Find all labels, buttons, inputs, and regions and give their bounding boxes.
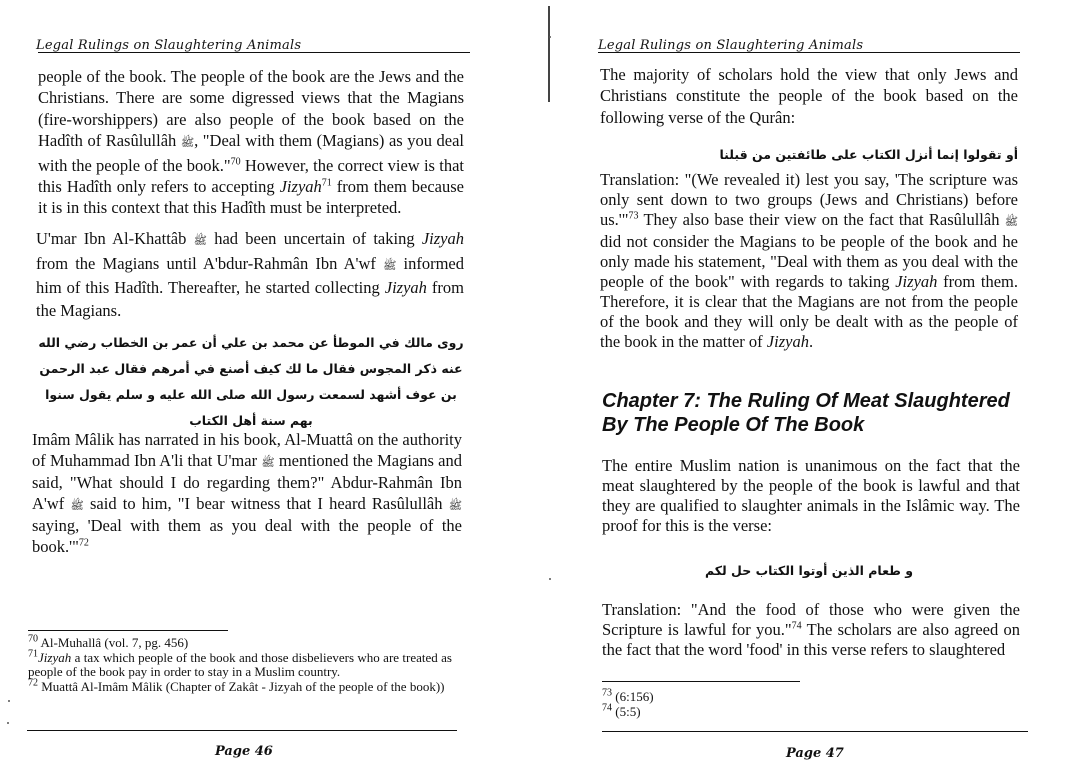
page-number: Page 46 bbox=[215, 744, 273, 759]
footnote-72: $^{72}$ Muattâ Al-Imâm Mâlik (Chapter of Zakât - Jizyah of the people of the book)) bbox=[28, 677, 445, 694]
footnote-rule bbox=[602, 681, 800, 682]
page-number: Page 47 bbox=[786, 746, 844, 761]
scan-speck bbox=[8, 700, 10, 702]
chapter-heading: Chapter 7: The Ruling Of Meat Slaughtered By The People Of The Book bbox=[602, 390, 1010, 436]
arabic-hadith-quote: روى مالك في الموطأ عن محمد بن علي أن عمر بن الخطاب رضي الله عنه ذكر المجوس فقال ما لك كيف أصنع في أمرهم فقال عبد الرحمن بن عوف أشهد لسمعت رسول الله صلى الله عليه و سلم يقول سنوا بهم سنة أهل الكتاب bbox=[38, 335, 464, 428]
header-rule bbox=[598, 52, 1020, 53]
paragraph-3: The entire Muslim nation is unanimous on the fact that the meat slaughtered by the people of the book is lawful and that they are qualified to slaughter animals in the Islâmic way. The proof for this is the verse: bbox=[602, 456, 1020, 535]
footer-rule bbox=[602, 731, 1028, 732]
paragraph-3: Imâm Mâlik has narrated in his book, Al-Muattâ on the authority of Muhammad Ibn A'li that U'mar ﷺ mentioned the Magians and said, "What should I do regarding them?" Abdur-Rahmân Ibn A'wf ﷺ said to him, "I bear witness that I heard Rasûlullâh ﷺ saying, 'Deal with them as you deal with the people of the book.'"$^{72}$ bbox=[32, 430, 462, 556]
paragraph-2: U'mar Ibn Al-Khattâb ﷺ had been uncertain of taking Jizyah from the Magians until A'bdur-Rahmân Ibn A'wf ﷺ informed him of this Hadîth. Thereafter, he started collecting Jizyah from the Magians. bbox=[36, 229, 464, 320]
paragraph-1: The majority of scholars hold the view that only Jews and Christians constitute the people of the book based on the following verse of the Qurân: bbox=[600, 65, 1018, 127]
scan-speck bbox=[7, 722, 9, 724]
paragraph-1: people of the book. The people of the book are the Jews and the Christians. There are some digressed views that the Magians (fire-worshippers) are also people of the book based on the Hadîth of Rasûlullâh ﷺ, "Deal with them (Magians) as you deal with the people of the book."$^{70}$ However, the correct view is that this Hadîth only refers to accepting Jizyah$^{71}$ from them because it is in this context that this Hadîth must be interpreted. bbox=[38, 67, 465, 218]
arabic-verse-5-5: و طعام الذين أوتوا الكتاب حل لكم bbox=[704, 563, 914, 578]
footnote-73: $^{73}$ (6:156) bbox=[602, 687, 654, 704]
running-head: Legal Rulings on Slaughtering Animals bbox=[36, 38, 302, 53]
footnote-71: $^{71}$Jizyah a tax which people of the book and those disbelievers who are treated as people of the book pay in order to stay in a Muslim country. bbox=[28, 648, 452, 679]
footnote-rule bbox=[28, 630, 228, 631]
running-head: Legal Rulings on Slaughtering Animals bbox=[598, 38, 864, 53]
header-rule bbox=[38, 52, 470, 53]
footer-rule bbox=[27, 730, 457, 731]
paragraph-2: Translation: "(We revealed it) lest you say, 'The scripture was only sent down to two groups (Jews and Christians) before us.'"$^{73}$ They also base their view on the fact that Rasûlullâh ﷺ did not consider the Magians to be people of the book and he only made his statement, "Deal with them as you deal with the people of the book" with regards to taking Jizyah from them. Therefore, it is clear that the Magians are not from the people of the book and they will only be dealt with as the people of the book in the matter of Jizyah. bbox=[600, 170, 1018, 351]
footnotes bbox=[28, 633, 452, 694]
right-page bbox=[540, 0, 1086, 782]
footnote-74: $^{74}$ (5:5) bbox=[602, 702, 641, 719]
footnote-70: $^{70}$ Al-Muhallâ (vol. 7, pg. 456) bbox=[28, 633, 189, 650]
footnotes bbox=[602, 687, 1020, 719]
left-page bbox=[0, 0, 540, 782]
arabic-verse-6-156: أو تقولوا إنما أنزل الكتاب على طائفتين من قبلنا bbox=[719, 147, 1018, 162]
paragraph-4: Translation: "And the food of those who were given the Scripture is lawful for you."$^{74}$ The scholars are also agreed on the fact that the word 'food' in this verse refers to slaughtered bbox=[602, 600, 1020, 659]
